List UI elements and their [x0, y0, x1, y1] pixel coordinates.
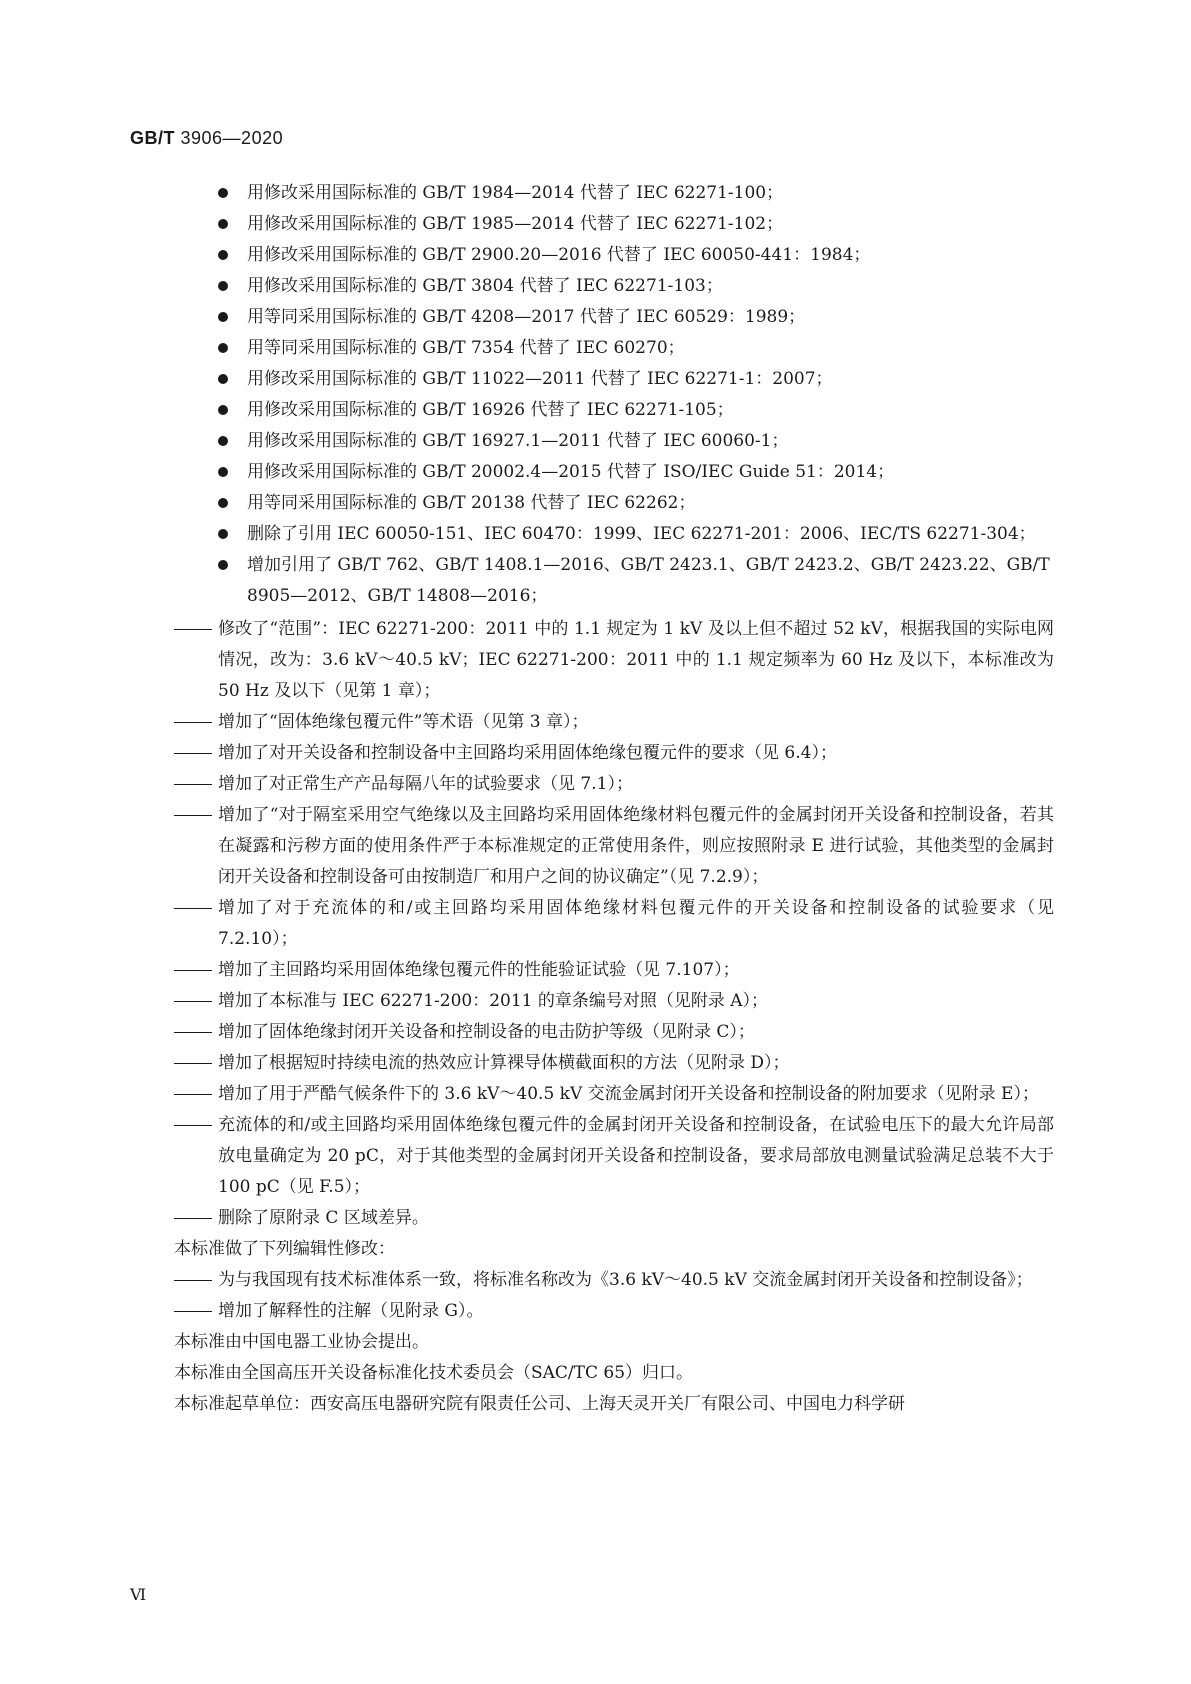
bullet-item [174, 364, 1054, 395]
closing-paragraph: 本标准由全国高压开关设备标准化技术委员会（SAC/TC 65）归口。 [174, 1363, 694, 1383]
dash-text: 增加了“对于隔室采用空气绝缘以及主回路均采用固体绝缘材料包覆元件的金属封闭开关设备和控制设备，若其在凝露和污秽方面的使用条件严于本标准规定的正常使用条件，则应按照附录 E 进行试验，其他类型的金属封闭开关设备和控制设备可由按制造厂和用户之间的协议确定”（见 7.2.9）； [218, 805, 1054, 887]
bullet-item [174, 178, 1054, 209]
dash-item [174, 800, 1054, 893]
dash-text: 充流体的和/或主回路均采用固体绝缘包覆元件的金属封闭开关设备和控制设备，在试验电压下的最大允许局部放电量确定为 20 pC，对于其他类型的金属封闭开关设备和控制设备，要求局部放电测量试验满足总装不大于 100 pC（见 F.5）； [218, 1115, 1054, 1197]
dash-item [174, 986, 1054, 1017]
bullet-dot-icon [218, 560, 228, 570]
dash-mark-icon [174, 1280, 212, 1281]
bullet-text: 用等同采用国际标准的 GB/T 4208—2017 代替了 IEC 60529：1989； [247, 307, 806, 327]
dash-item [174, 893, 1054, 955]
bullet-item [174, 209, 1054, 240]
dash-item [174, 1017, 1054, 1048]
dash-text: 删除了原附录 C 区域差异。 [218, 1208, 429, 1228]
bullet-text: 用修改采用国际标准的 GB/T 11022—2011 代替了 IEC 62271-1：2007； [247, 369, 833, 389]
bullet-text: 增加引用了 GB/T 762、GB/T 1408.1—2016、GB/T 2423.1、GB/T 2423.2、GB/T 2423.22、GB/T 8905—2012、GB/T 14808—2016； [247, 555, 1050, 606]
closing-paragraph: 本标准起草单位：西安高压电器研究院有限责任公司、上海天灵开关厂有限公司、中国电力科学研 [174, 1394, 905, 1414]
bullet-text: 用修改采用国际标准的 GB/T 2900.20—2016 代替了 IEC 60050-441：1984； [247, 245, 871, 265]
bullet-item [174, 488, 1054, 519]
dash-item [174, 1296, 1054, 1327]
dash-text: 增加了用于严酷气候条件下的 3.6 kV～40.5 kV 交流金属封闭开关设备和控制设备的附加要求（见附录 E）； [218, 1084, 1039, 1104]
bullet-text: 用修改采用国际标准的 GB/T 3804 代替了 IEC 62271-103； [247, 276, 723, 296]
bullet-item [174, 333, 1054, 364]
dash-item [174, 769, 1054, 800]
dash-mark-icon [174, 784, 212, 785]
dash-mark-icon [174, 629, 212, 630]
bullet-text: 用修改采用国际标准的 GB/T 20002.4—2015 代替了 ISO/IEC Guide 51：2014； [247, 462, 895, 482]
bullet-text: 用等同采用国际标准的 GB/T 20138 代替了 IEC 62262； [247, 493, 696, 513]
bullet-dot-icon [218, 250, 228, 260]
dash-mark-icon [174, 1125, 212, 1126]
bullet-dot-icon [218, 467, 228, 477]
standard-prefix: GB/T [130, 128, 175, 148]
dash-text: 增加了“固体绝缘包覆元件”等术语（见第 3 章）； [218, 712, 589, 732]
bullet-dot-icon [218, 188, 228, 198]
dash-mark-icon [174, 1063, 212, 1064]
dash-mark-icon [174, 722, 212, 723]
bullet-dot-icon [218, 219, 228, 229]
dash-item [174, 1203, 1054, 1234]
bullet-item [174, 395, 1054, 426]
technical-changes-list [174, 614, 1054, 1234]
dash-text: 增加了对正常生产产品每隔八年的试验要求（见 7.1）； [218, 774, 633, 794]
dash-item [174, 955, 1054, 986]
page-number: Ⅵ [130, 1585, 147, 1604]
bullet-dot-icon [218, 498, 228, 508]
dash-mark-icon [174, 1311, 212, 1312]
dash-text: 增加了本标准与 IEC 62271-200：2011 的章条编号对照（见附录 A）； [218, 991, 769, 1011]
editorial-intro: 本标准做了下列编辑性修改： [174, 1239, 395, 1259]
document-body [174, 178, 1054, 1420]
bullet-item [174, 271, 1054, 302]
bullet-text: 用修改采用国际标准的 GB/T 16927.1—2011 代替了 IEC 60060-1； [247, 431, 789, 451]
dash-text: 增加了主回路均采用固体绝缘包覆元件的性能验证试验（见 7.107）； [218, 960, 740, 980]
dash-mark-icon [174, 908, 212, 909]
dash-mark-icon [174, 753, 212, 754]
closing-paragraph: 本标准由中国电器工业协会提出。 [174, 1332, 429, 1352]
reference-changes-list [174, 178, 1054, 612]
bullet-item [174, 457, 1054, 488]
bullet-item [174, 519, 1054, 550]
dash-item [174, 1110, 1054, 1203]
bullet-item [174, 426, 1054, 457]
dash-text: 增加了根据短时持续电流的热效应计算裸导体横截面积的方法（见附录 D）； [218, 1053, 790, 1073]
dash-item [174, 707, 1054, 738]
bullet-text: 用修改采用国际标准的 GB/T 1985—2014 代替了 IEC 62271-102； [247, 214, 784, 234]
dash-text: 增加了对于充流体的和/或主回路均采用固体绝缘材料包覆元件的开关设备和控制设备的试验要求（见 7.2.10）； [218, 898, 1054, 949]
dash-item [174, 1048, 1054, 1079]
bullet-item [174, 240, 1054, 271]
bullet-item [174, 550, 1054, 612]
closing-paragraphs [174, 1327, 1054, 1420]
bullet-dot-icon [218, 529, 228, 539]
dash-item [174, 1079, 1054, 1110]
dash-text: 增加了解释性的注解（见附录 G）。 [218, 1301, 484, 1321]
standard-code: 3906—2020 [180, 128, 284, 148]
dash-item [174, 738, 1054, 769]
dash-mark-icon [174, 1094, 212, 1095]
dash-text: 增加了固体绝缘封闭开关设备和控制设备的电击防护等级（见附录 C）； [218, 1022, 755, 1042]
dash-mark-icon [174, 815, 212, 816]
dash-mark-icon [174, 970, 212, 971]
dash-mark-icon [174, 1001, 212, 1002]
dash-text: 修改了“范围”：IEC 62271-200：2011 中的 1.1 规定为 1 kV 及以上但不超过 52 kV，根据我国的实际电网情况，改为：3.6 kV～40.5 kV；IEC 62271-200：2011 中的 1.1 规定频率为 60 Hz 及以下，本标准改为 50 Hz 及以下（见第 1 章）； [218, 619, 1054, 701]
bullet-text: 用等同采用国际标准的 GB/T 7354 代替了 IEC 60270； [247, 338, 685, 358]
dash-mark-icon [174, 1032, 212, 1033]
dash-item [174, 614, 1054, 707]
bullet-dot-icon [218, 405, 228, 415]
bullet-text: 用修改采用国际标准的 GB/T 1984—2014 代替了 IEC 62271-100； [247, 183, 784, 203]
editorial-changes-list [174, 1265, 1054, 1327]
dash-mark-icon [174, 1218, 212, 1219]
bullet-text: 用修改采用国际标准的 GB/T 16926 代替了 IEC 62271-105； [247, 400, 734, 420]
bullet-item [174, 302, 1054, 333]
dash-item [174, 1265, 1054, 1296]
bullet-dot-icon [218, 281, 228, 291]
dash-text: 增加了对开关设备和控制设备中主回路均采用固体绝缘包覆元件的要求（见 6.4）； [218, 743, 837, 763]
bullet-dot-icon [218, 312, 228, 322]
bullet-dot-icon [218, 436, 228, 446]
bullet-dot-icon [218, 374, 228, 384]
bullet-dot-icon [218, 343, 228, 353]
dash-text: 为与我国现有技术标准体系一致，将标准名称改为《3.6 kV～40.5 kV 交流金属封闭开关设备和控制设备》； [218, 1270, 1033, 1290]
bullet-text: 删除了引用 IEC 60050-151、IEC 60470：1999、IEC 62271-201：2006、IEC/TS 62271-304； [247, 524, 1036, 544]
document-header [130, 128, 283, 149]
